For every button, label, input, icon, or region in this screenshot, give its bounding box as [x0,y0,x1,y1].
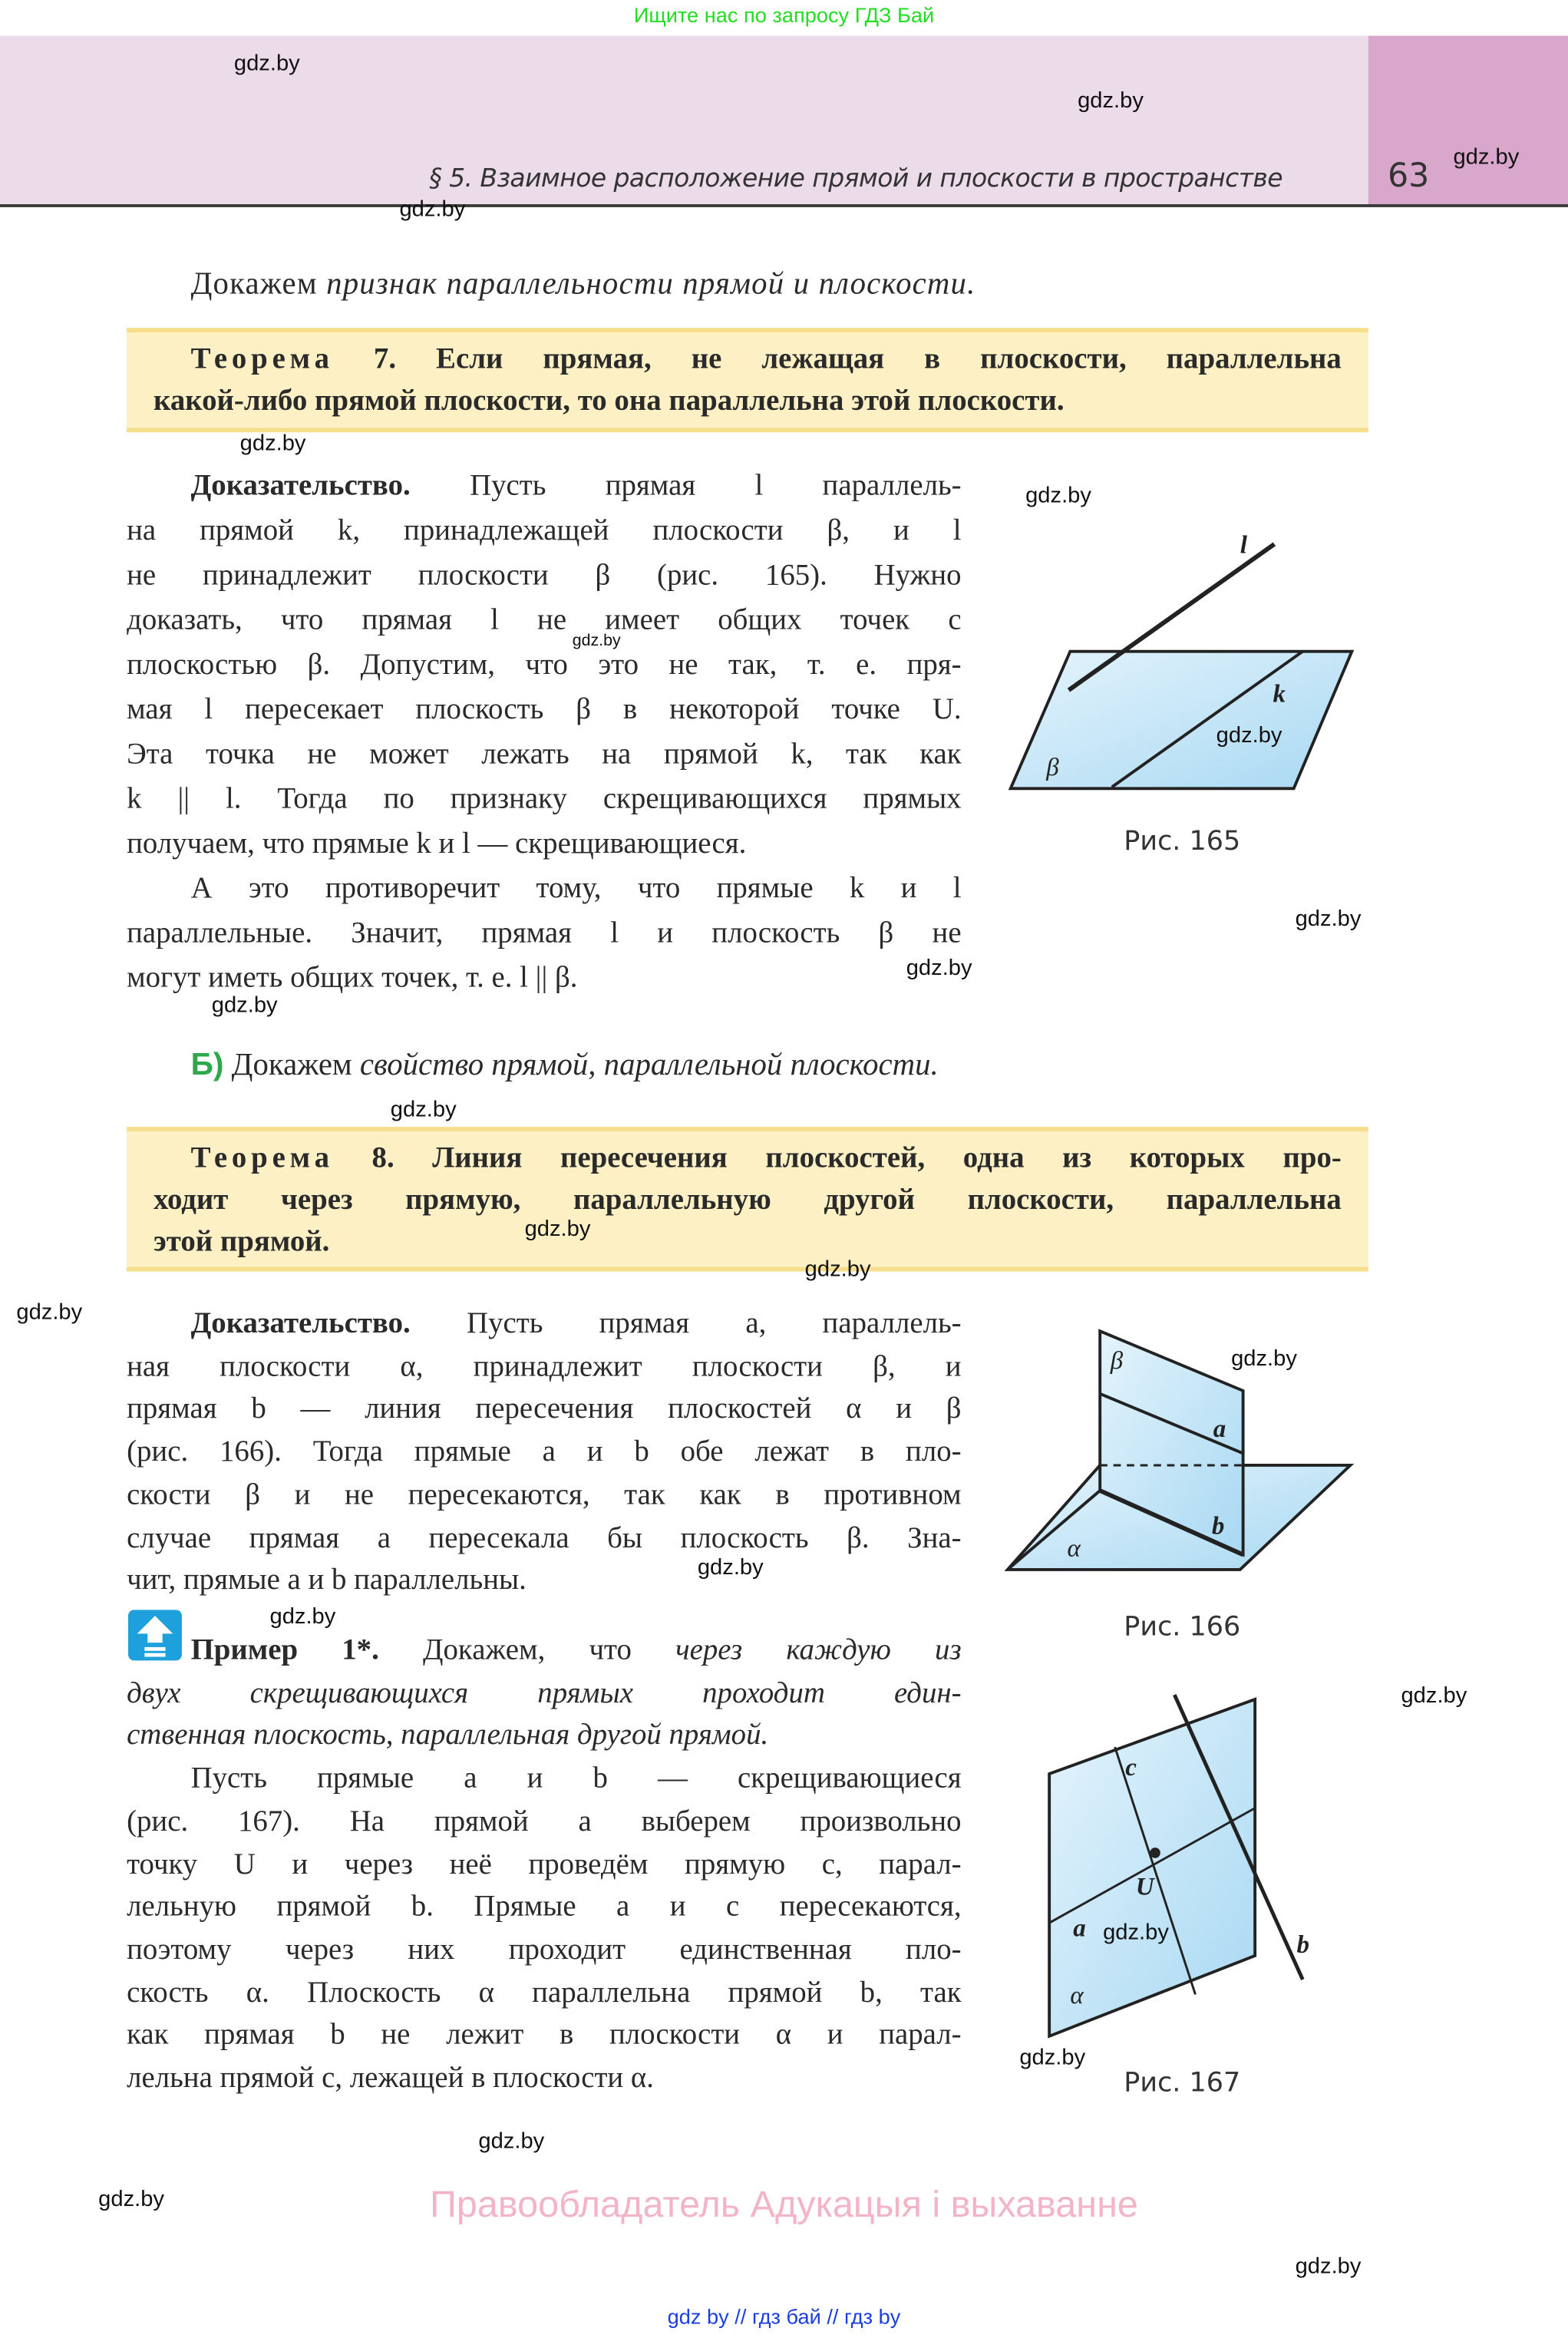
section-b-plain: Докажем [223,1046,360,1082]
example-label: Пример 1*. [190,1633,379,1667]
watermark: gdz.by [572,632,621,650]
label-b: b [1296,1931,1310,1960]
text-line: А это противоречит тому, что прямые k и l [190,872,962,905]
text-line: ная плоскости α, принадлежит плоскости β, и [127,1349,962,1383]
watermark: gdz.by [1453,144,1520,170]
text-line: k || l. Тогда по признаку скрещивающихся прямых [127,782,962,816]
label-a: a [1073,1914,1086,1943]
text-line: мая l пересекает плоскость β в некоторой точке U. [127,693,962,726]
label-c: c [1125,1753,1137,1782]
text-line: плоскостью β. Допустим, что это не так, т. е. пря- [127,648,962,682]
line-text: Пусть прямая a, параллель- [467,1307,962,1340]
figure-166 [1008,1331,1351,1570]
line-text: Пусть прямая l параллель- [470,469,962,503]
text-line: Пусть прямые a и b — скрещивающиеся [190,1762,962,1795]
line-text: Докажем, что [378,1633,676,1667]
text-line: могут иметь общих точек, т. е. l || β. [127,961,578,995]
text-line: двух скрещивающихся прямых проходит един- [127,1676,962,1709]
text-line: прямая b — линия пересечения плоскостей α и β [127,1392,962,1426]
watermark: gdz.by [269,1603,336,1630]
text-line: скости β и не пересекаются, так как в противном [127,1478,962,1511]
copyright-notice: Правообладатель Адукацыя і выхаванне [430,2184,1138,2226]
section-title: § 5. Взаимное расположение прямой и плоскости в пространстве [429,163,1282,194]
label-U: U [1135,1873,1154,1901]
label-beta: β [1110,1346,1124,1375]
point-U [1150,1848,1160,1858]
label-a: a [1213,1415,1226,1444]
watermark: gdz.by [16,1299,83,1326]
watermark: gdz.by [98,2186,165,2212]
figure-167 [1049,1695,1309,2036]
lead-word: Доказательство. [190,1307,411,1340]
text-line [127,1303,962,1346]
figure-165 [1011,531,1352,788]
text-line: на прямой k, принадлежащей плоскости β, и l [127,514,962,547]
watermark: gdz.by [1025,483,1091,509]
text-line: доказать, что прямая l не имеет общих точек с [127,603,962,637]
theorem-text: 7. Если прямая, не лежащая в плоскости, параллельна [373,342,1342,376]
section-marker: Б) [190,1048,224,1082]
watermark: gdz.by [906,955,972,981]
text-line: чит, прямые a и b параллельны. [127,1564,527,1597]
text-line: не принадлежит плоскости β (рис. 165). Нужно [127,559,962,592]
text-line: (рис. 167). На прямой a выберем произвольно [127,1805,962,1838]
page-number: 63 [1388,157,1430,196]
text-line: лельную прямой b. Прямые a и c пересекаются, [127,1890,962,1924]
text-line: поэтому через них проходит единственная пло- [127,1933,962,1966]
text-line: (рис. 166). Тогда прямые a и b обе лежат в пло- [127,1435,962,1469]
watermark: gdz.by [804,1257,871,1283]
label-alpha: α [1067,1534,1081,1563]
watermark: gdz.by [1019,2045,1086,2071]
watermark: gdz.by [1078,88,1144,114]
watermark: gdz.by [1295,906,1362,932]
text-line: скость α. Плоскость α параллельна прямой b, так [127,1976,962,2009]
theorem-label: Теорема [190,342,334,376]
label-l: l [1240,531,1247,560]
watermark: gdz.by [1295,2254,1362,2280]
text-line: ственная плоскость, параллельная другой прямой. [127,1719,769,1752]
label-beta: β [1046,753,1059,781]
text-line: параллельные. Значит, прямая l и плоскость β не [127,916,962,950]
theorem-line: какой-либо прямой плоскости, то она параллельна этой плоскости. [153,385,1065,418]
figure-167-caption: Рис. 167 [1124,2067,1241,2099]
figure-166-caption: Рис. 166 [1124,1611,1241,1643]
watermark: gdz.by [524,1216,591,1242]
intro-plain: Докажем [190,265,327,302]
theorem-line: этой прямой. [153,1225,330,1259]
watermark: gdz.by [233,51,300,77]
footer-links[interactable]: gdz by // гдз бай // гдз by [667,2304,901,2329]
watermark: gdz.by [697,1554,764,1580]
watermark: gdz.by [478,2128,545,2155]
theorem-text: 8. Линия пересечения плоскостей, одна из которых про- [371,1141,1342,1175]
proof-2 [127,1303,962,1602]
text-line: лельна прямой c, лежащей в плоскости α. [127,2061,654,2095]
lead-word: Доказательство. [190,469,411,503]
plane-beta [1011,652,1352,789]
example-1 [127,1630,962,2100]
watermark: gdz.by [211,992,278,1019]
figure-165-caption: Рис. 165 [1124,825,1241,857]
line-italic: через каждую из [675,1633,962,1667]
watermark: gdz.by [1231,1346,1297,1372]
watermark: gdz.by [390,1097,457,1123]
section-b-heading [191,1046,939,1084]
text-line: Эта точка не может лежать на прямой k, так как [127,738,962,771]
section-b-italic: свойство прямой, параллельной плоскости. [359,1046,939,1082]
watermark: gdz.by [1401,1683,1467,1709]
watermark: gdz.by [399,196,466,223]
label-k: k [1273,680,1286,708]
example-first-line [127,1630,962,1673]
theorem-line: ходит через прямую, параллельную другой плоскости, параллельна [153,1183,1342,1217]
watermark: gdz.by [1216,722,1282,748]
text-line: случае прямая a пересекала бы плоскость β. Зна- [127,1521,962,1554]
intro-italic: признак параллельности прямой и плоскости. [326,265,976,302]
watermark: gdz.by [1103,1920,1169,1946]
label-b: b [1211,1512,1225,1541]
label-alpha: α [1070,1982,1084,2010]
theorem-line [153,1138,1342,1179]
theorem-label: Теорема [190,1141,334,1175]
text-line: получаем, что прямые k и l — скрещивающиеся. [127,827,747,860]
watermark: gdz.by [239,431,306,457]
text-line: точку U и через неё проведём прямую c, парал- [127,1848,962,1881]
text-line: как прямая b не лежит в плоскости α и парал- [127,2019,962,2052]
theorem-8-box [127,1127,1368,1271]
search-hint[interactable]: Ищите нас по запросу ГДЗ Бай [633,2,935,27]
